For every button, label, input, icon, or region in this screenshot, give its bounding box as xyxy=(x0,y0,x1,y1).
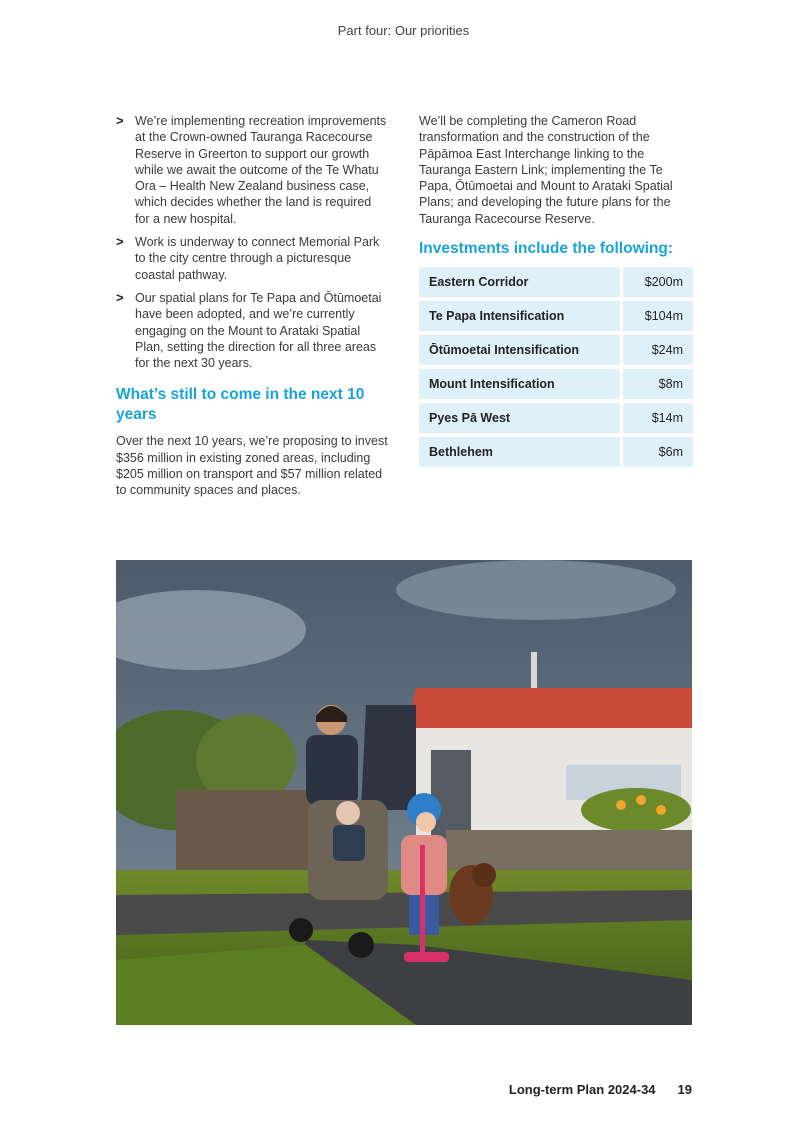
bullet-text: Our spatial plans for Te Papa and Ōtūmoetai have been adopted, and we’re currently engaging on the Mount to Arataki Spatial Plan, setting the direction for all three areas for the next 30 years. xyxy=(135,290,382,371)
flowers xyxy=(656,805,666,815)
chevron-right-icon: > xyxy=(116,234,124,250)
garage-door xyxy=(431,750,471,838)
table-row xyxy=(419,267,693,297)
investment-name: Te Papa Intensification xyxy=(419,301,623,331)
dog-head xyxy=(472,863,496,887)
investment-name: Mount Intensification xyxy=(419,369,623,399)
baby-head xyxy=(336,801,360,825)
table-row xyxy=(419,301,693,331)
section-heading: What’s still to come in the next 10 years xyxy=(116,386,365,424)
right-column xyxy=(419,113,693,471)
chevron-right-icon: > xyxy=(116,289,124,305)
baby-body xyxy=(333,825,365,861)
table-row xyxy=(419,369,693,399)
page-footer xyxy=(509,1082,692,1097)
house-roof xyxy=(406,688,692,728)
neighbour-roof xyxy=(361,705,416,810)
document-title: Long-term Plan 2024-34 xyxy=(508,1082,656,1097)
investment-name: Pyes Pā West xyxy=(419,403,623,433)
investments-heading: Investments include the following: xyxy=(419,240,674,258)
investment-name: Eastern Corridor xyxy=(419,267,623,297)
bullet-item xyxy=(116,234,388,283)
investment-amount: $8m xyxy=(623,369,693,399)
chevron-right-icon: > xyxy=(116,113,124,128)
chimney xyxy=(531,652,537,688)
bush xyxy=(581,788,691,832)
child-face xyxy=(416,812,436,832)
investment-name: Ōtūmoetai Intensification xyxy=(419,335,623,365)
woman-body xyxy=(306,735,358,805)
table-row xyxy=(419,403,693,433)
investment-amount: $14m xyxy=(623,403,693,433)
page-number: 19 xyxy=(677,1082,692,1097)
running-header: Part four: Our priorities xyxy=(337,23,470,38)
bullet-list xyxy=(116,113,388,371)
bullet-item xyxy=(116,290,388,371)
investment-name: Bethlehem xyxy=(419,437,623,467)
pram-wheel xyxy=(348,932,374,958)
bullet-text: We’re implementing recreation improvements at the Crown-owned Tauranga Racecourse Reserve in Greerton to support our growth while we await the outcome of the Te Whatu Ora – Health New Zealand business case, which decides whether the land is required for a new hospital. xyxy=(135,114,387,226)
scooter-stem xyxy=(420,845,425,955)
pram-wheel xyxy=(289,918,313,942)
family-walking-photo xyxy=(116,560,692,1025)
investment-amount: $24m xyxy=(623,335,693,365)
investment-amount: $200m xyxy=(623,267,693,297)
flowers xyxy=(636,795,646,805)
cloud xyxy=(396,560,676,620)
scooter-deck xyxy=(404,952,449,962)
table-row xyxy=(419,437,693,467)
body-paragraph: Over the next 10 years, we’re proposing to invest $356 million in existing zoned areas, including $205 million on transport and $57 million related to community spaces and places. xyxy=(116,434,388,498)
table-row xyxy=(419,335,693,365)
bullet-item xyxy=(116,113,388,227)
body-paragraph: We’ll be completing the Cameron Road transformation and the construction of the Pāpāmoa East Interchange linking to the Tauranga Eastern Link; implementing the Te Papa, Ōtūmoetai and Mount to Arataki Spatial Plans; and developing the future plans for the Tauranga Racecourse Reserve. xyxy=(419,114,673,226)
bullet-text: Work is underway to connect Memorial Park to the city centre through a picturesque coastal pathway. xyxy=(135,235,380,282)
left-column xyxy=(116,113,388,499)
investment-amount: $104m xyxy=(623,301,693,331)
investment-amount: $6m xyxy=(623,437,693,467)
flowers xyxy=(616,800,626,810)
investments-table xyxy=(419,263,693,471)
